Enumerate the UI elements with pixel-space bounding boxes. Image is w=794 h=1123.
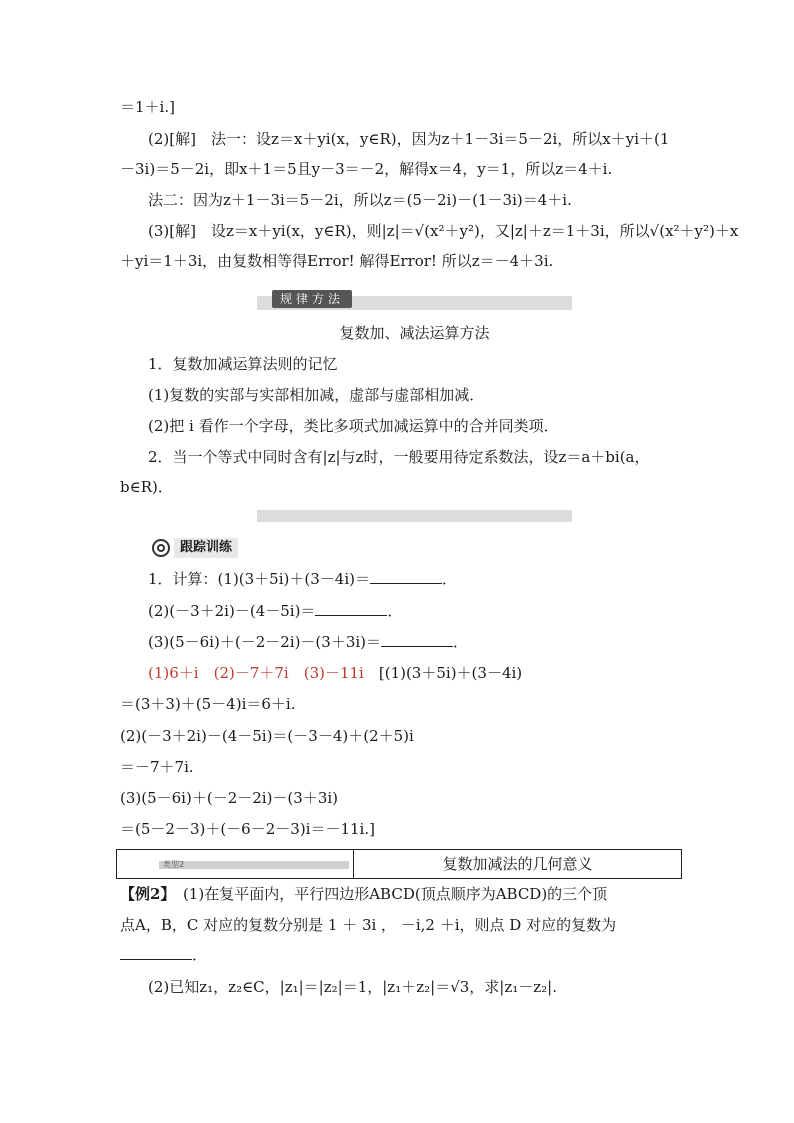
example-line-3-end: ． <box>192 946 208 964</box>
method-item-1: 1．复数加减运算法则的记忆 <box>148 355 338 373</box>
q-end: ． <box>453 633 469 651</box>
method-title: 复数加、减法运算方法 <box>339 324 490 342</box>
type-tag-bar <box>159 861 349 869</box>
solution-line-2: －3i)＝5－2i，即x＋1＝5且y－3＝－2，解得x＝4，y＝1，所以z＝4＋i. <box>120 160 613 178</box>
answer-key: (1)6＋i (2)－7＋7i (3)－11i <box>148 664 364 682</box>
example-label: 【例2】 <box>120 885 168 903</box>
example-line-2: 点A，B，C 对应的复数分别是 1 ＋ 3i ， －i,2 ＋i，则点 D 对应的复数为 <box>120 916 617 934</box>
solution-line-5: ＋yi＝1＋3i，由复数相等得Error! 解得Error! 所以z＝－4＋3i. <box>120 252 554 270</box>
method-item-1a: (1)复数的实部与实部相加减，虚部与虚部相加减． <box>148 386 485 404</box>
q-end: ． <box>441 570 457 588</box>
method-item-2a: 2．当一个等式中同时含有|z|与z时，一般要用待定系数法，设z＝a＋bi(a， <box>148 448 650 466</box>
example-line-1 <box>120 883 607 905</box>
practice-step-3: ＝－7＋7i. <box>120 758 194 776</box>
solution-line-3: 法二：因为z＋1－3i＝5－2i，所以z＝(5－2i)－(1－3i)＝4＋i. <box>148 191 572 209</box>
answer-blank <box>315 601 387 616</box>
solution-line-0: ＝1＋i.] <box>120 98 175 116</box>
method-bar-label: 规律方法 <box>272 290 352 308</box>
example-line-1-text: (1)在复平面内，平行四边形ABCD(顶点顺序为ABCD)的三个顶 <box>182 885 608 903</box>
practice-q1 <box>148 568 457 590</box>
target-icon <box>152 539 170 557</box>
solution-line-4: (3)[解] 设z＝x＋yi(x，y∈R)，则|z|＝√(x²＋y²)，又|z|＋z＝1＋3i，所以√(x²＋y²)＋x <box>148 222 739 240</box>
answer-blank <box>120 945 192 960</box>
example-line-4: (2)已知z₁，z₂∈C，|z₁|＝|z₂|＝1，|z₁＋z₂|＝√3，求|z₁－z₂|. <box>148 978 558 996</box>
method-item-2b: b∈R)． <box>120 478 173 496</box>
example-line-3 <box>120 944 207 966</box>
practice-q2 <box>148 600 402 622</box>
practice-step-1: ＝(3＋3)＋(5－4)i＝6＋i. <box>120 695 296 713</box>
practice-badge <box>152 538 238 558</box>
practice-step-2: (2)(－3＋2i)－(4－5i)＝(－3－4)＋(2＋5)i <box>120 727 414 745</box>
solution-line-1: (2)[解] 法一：设z＝x＋yi(x，y∈R)，因为z＋1－3i＝5－2i，所以x＋yi＋(1 <box>148 130 670 148</box>
practice-step-4: (3)(5－6i)＋(－2－2i)－(3＋3i) <box>120 789 339 807</box>
type-cell <box>117 850 354 878</box>
practice-badge-label: 跟踪训练 <box>174 538 238 558</box>
practice-q3 <box>148 631 468 653</box>
practice-step-5: ＝(5－2－3)＋(－6－2－3)i＝－11i.] <box>120 820 375 838</box>
practice-q2-text: (2)(－3＋2i)－(4－5i)＝ <box>148 602 316 620</box>
method-bottom-bar <box>257 510 572 522</box>
practice-q3-text: (3)(5－6i)＋(－2－2i)－(3＋3i)＝ <box>148 633 382 651</box>
answer-blank <box>381 632 453 647</box>
type-tag: 类型2 <box>163 860 185 869</box>
practice-q1-text: 1．计算：(1)(3＋5i)＋(3－4i)＝ <box>148 570 370 588</box>
answer-solution-start: [(1)(3＋5i)＋(3－4i) <box>363 664 523 682</box>
q-end: ． <box>387 602 403 620</box>
example-heading-table <box>116 849 682 879</box>
practice-answer <box>148 662 522 684</box>
answer-blank <box>370 569 442 584</box>
example-heading: 复数加减法的几何意义 <box>442 855 593 873</box>
method-item-1b: (2)把 i 看作一个字母，类比多项式加减运算中的合并同类项． <box>148 417 559 435</box>
